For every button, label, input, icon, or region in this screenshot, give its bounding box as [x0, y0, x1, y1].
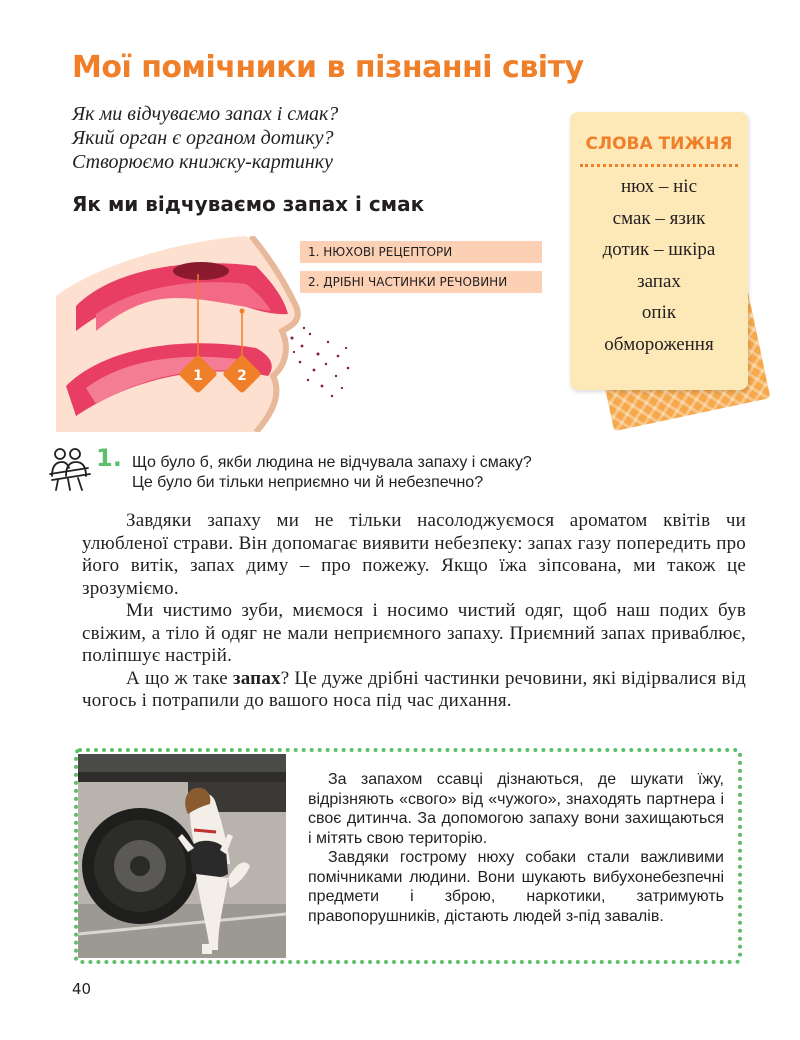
page-number: 40 [72, 980, 92, 998]
label-olfactory-receptors: 1. НЮХОВІ РЕЦЕПТОРИ [300, 241, 542, 263]
paragraph-1: Завдяки запаху ми не тільки насолоджуємося ароматом квітів чи улюбленої страви. Він допомагає виявити небезпеку: запах газу попередить про його витік, запах диму – про пожежу. Якщо їжа зіпсована, ми також це зрозуміємо. [82, 510, 746, 599]
smell-particles [291, 327, 350, 397]
question-2: Який орган є органом дотику? [72, 127, 334, 149]
question-1: Як ми відчуваємо запах і смак? [72, 103, 339, 125]
words-of-week-card [560, 112, 770, 432]
word-item: обмороження [604, 334, 714, 355]
paragraph-3-end: ? Це дуже дрібні частинки речовини, які відірвалися від чогось і потрапили до вашого носа під час дихання. [82, 667, 746, 711]
exercise-line-1: Що було б, якби людина не відчувала запаху і смаку? [132, 454, 532, 471]
label-small-particles: 2. ДРІБНІ ЧАСТИНКИ РЕЧОВИНИ [300, 271, 542, 293]
dotted-divider [580, 164, 738, 167]
word-item: смак – язик [612, 208, 706, 229]
info-text [308, 770, 724, 926]
body-text [82, 510, 746, 713]
word-item: запах [637, 271, 681, 292]
info-paragraph-1: За запахом ссавці дізнаються, де шукати їжу, відрізняють «свого» від «чужого», знаходять партнера і своє дитинча. За допомогою запаху вони захищаються і мітять свою територію. [308, 771, 724, 847]
paragraph-3-start: А що ж таке [126, 667, 233, 689]
exercise-line-2: Це було би тільки неприємно чи й небезпечно? [132, 474, 484, 491]
marker-2-label: 2 [237, 368, 247, 384]
keyword-smell: запах [232, 667, 281, 689]
paragraph-2: Ми чистимо зуби, миємося і носимо чистий одяг, щоб наш подих був свіжим, а тіло й одяг не мали неприємного запаху. Приємний запах приваблює, поліпшує настрій. [82, 600, 746, 666]
words-title: СЛОВА ТИЖНЯ [585, 134, 733, 154]
question-3: Створюємо книжку-картинку [72, 151, 334, 173]
olfactory-receptor [173, 262, 229, 280]
dog-photo [78, 754, 286, 958]
word-item: дотик – шкіра [602, 239, 716, 260]
marker-1-label: 1 [193, 368, 203, 384]
page-title: Мої помічники в пізнанні світу [72, 50, 584, 85]
section-heading: Як ми відчуваємо запах і смак [72, 192, 425, 216]
dog-truck-image [78, 754, 286, 958]
word-item: опік [641, 302, 677, 323]
words-card-front [570, 112, 748, 390]
mouth-nose-illustration [56, 236, 356, 432]
group-work-icon [48, 446, 92, 492]
info-paragraph-2: Завдяки гострому нюху собаки стали важливими помічниками людини. Вони шукають вибухонебезпечні предмети і зброю, наркотики, затримують правопорушників, дістають людей з-під завалів. [308, 849, 724, 925]
exercise-number: 1. [96, 444, 122, 472]
word-item: нюх – ніс [621, 176, 697, 197]
paragraph-3 [82, 668, 746, 713]
